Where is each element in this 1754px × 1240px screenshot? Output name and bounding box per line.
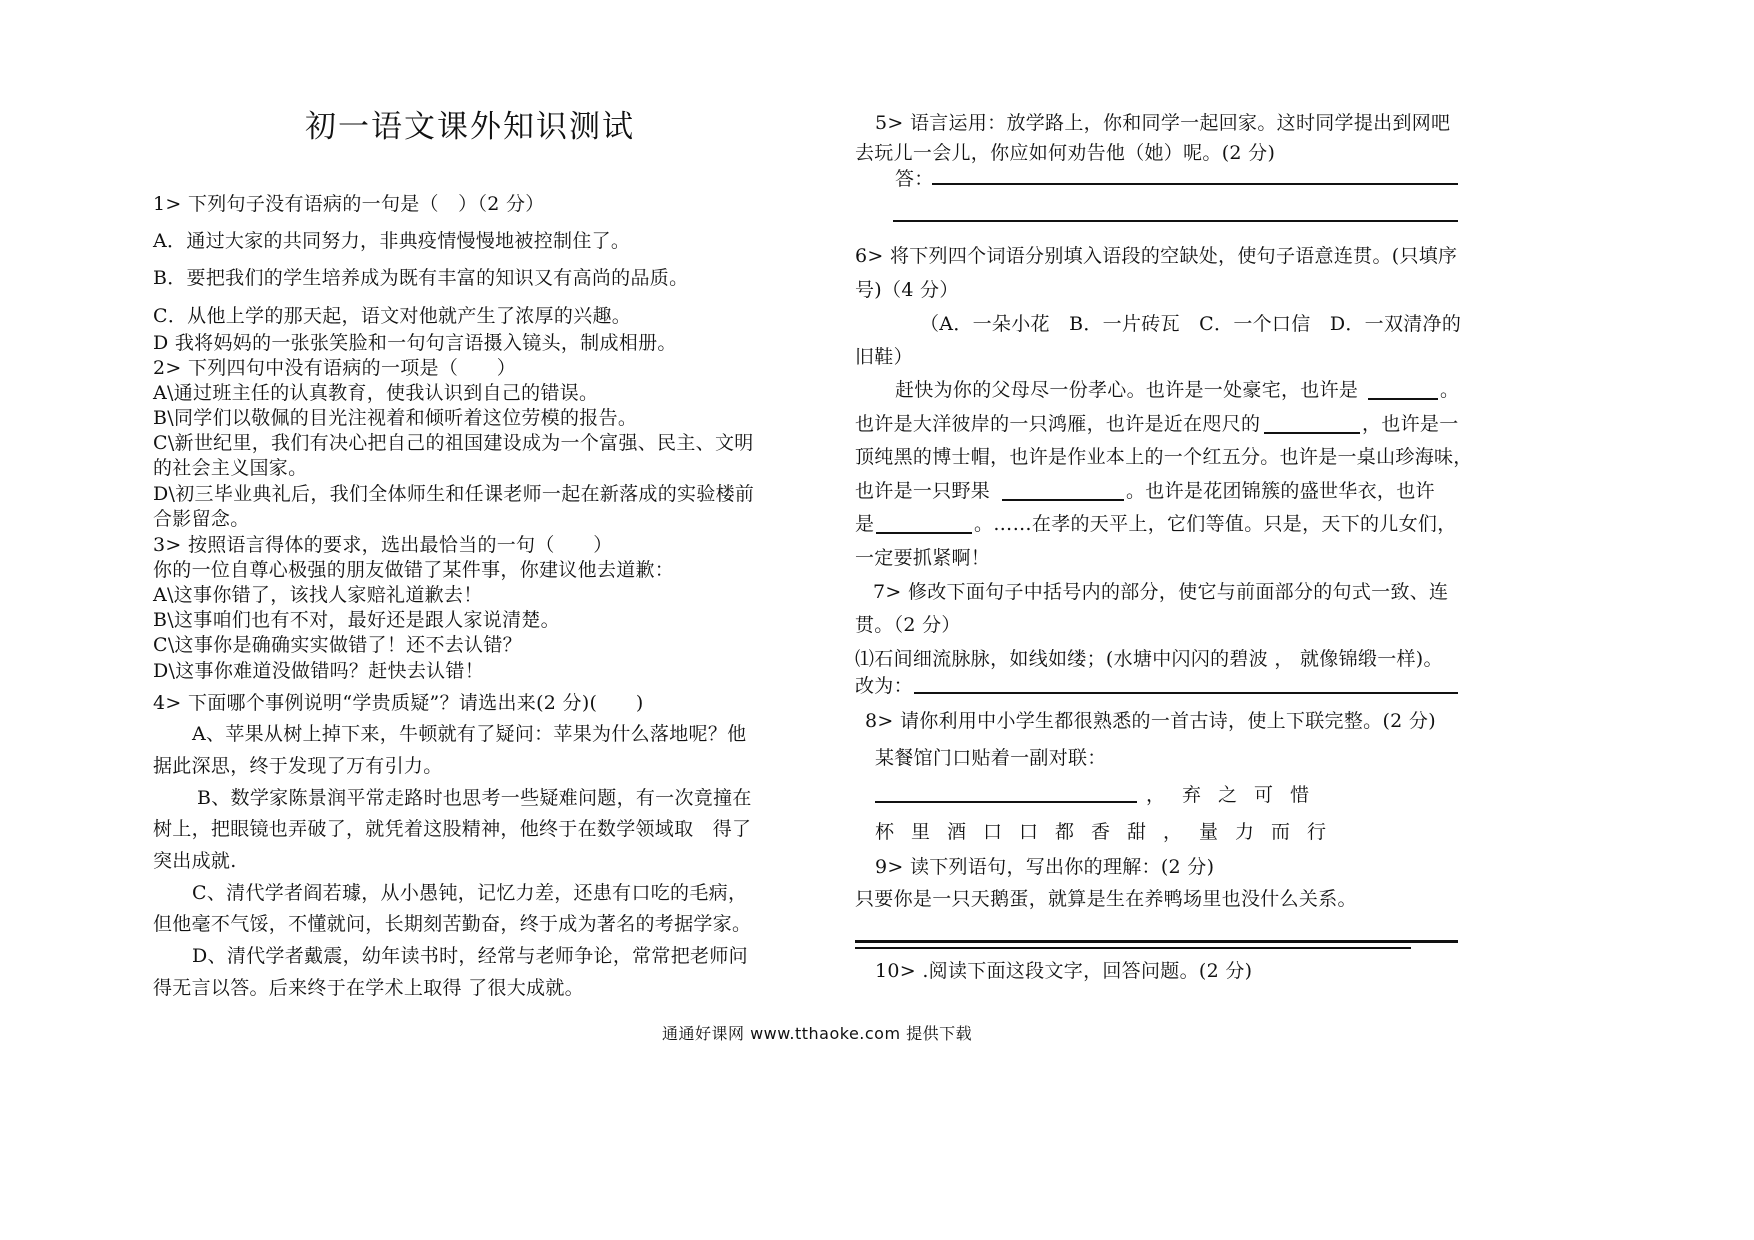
q6-para-line4-end: 。也许是花团锦簇的盛世华衣，也许 <box>1126 480 1435 502</box>
q3-option-c: C\这事你是确确实实做错了！还不去认错？ <box>153 634 522 656</box>
q4-option-c-line2: 但他毫不气馁，不懂就问，长期刻苦勤奋，终于成为著名的考据学家。 <box>153 913 752 935</box>
q4-option-d-line2: 得无言以答。后来终于在学术上取得 了很大成就。 <box>153 977 584 999</box>
q6-para-line1: 赶快为你的父母尽一份孝心。也许是一处豪宅，也许是 <box>895 379 1359 401</box>
q2-option-b: B\同学们以敬佩的目光注视着和倾听着这位劳模的报告。 <box>153 407 638 429</box>
q6-para-line4: 也许是一只野果 <box>855 480 991 502</box>
q8-lower-couplet: 杯里酒口口都香甜，量力而行 <box>875 821 1344 843</box>
q6-options: （A．一朵小花 B．一片砖瓦 C．一个口信 D．一双清净的 <box>920 313 1462 335</box>
q10-stem: 10> .阅读下面这段文字，回答问题。(2 分) <box>875 960 1253 982</box>
q5-answer-label: 答： <box>895 168 934 190</box>
q1-stem: 1> 下列句子没有语病的一句是（ ）（2 分） <box>153 193 545 215</box>
q3-stem: 3> 按照语言得体的要求，选出最恰当的一句（ ） <box>153 534 613 556</box>
q3-context: 你的一位自尊心极强的朋友做错了某件事，你建议他去道歉： <box>153 559 675 581</box>
q6-line1: 6> 将下列四个词语分别填入语段的空缺处，使句子语意连贯。(只填序 <box>855 245 1458 267</box>
footer-credit: 通通好课网 www.tthaoke.com 提供下载 <box>662 1024 973 1043</box>
q5-answer-line-1[interactable] <box>932 183 1458 185</box>
q8-upper-blank[interactable] <box>875 801 1137 803</box>
q2-option-a: A\通过班主任的认真教育，使我认识到自己的错误。 <box>153 382 599 404</box>
q4-option-b-line2: 树上，把眼镜也弄破了，就凭着这股精神，他终于在数学领域取 得了 <box>153 818 752 840</box>
q7-sentence: ⑴石间细流脉脉，如线如缕；(水塘中闪闪的碧波 ， 就像锦缎一样)。 <box>855 648 1443 670</box>
q6-blank-4[interactable] <box>876 532 972 534</box>
q7-answer-label: 改为： <box>855 675 913 697</box>
q1-option-c: C．从他上学的那天起，语文对他就产生了浓厚的兴趣。 <box>153 305 632 327</box>
q4-option-a-line1: A、苹果从树上掉下来，牛顿就有了疑问：苹果为什么落地呢？他 <box>192 723 747 745</box>
q8-stem: 8> 请你利用中小学生都很熟悉的一首古诗，使上下联完整。(2 分) <box>865 710 1436 732</box>
q6-blank-3[interactable] <box>1002 499 1124 501</box>
q2-option-c-line1: C\新世纪里，我们有决心把自己的祖国建设成为一个富强、民主、文明 <box>153 432 754 454</box>
q7-answer-line[interactable] <box>914 692 1458 694</box>
q1-option-b: B．要把我们的学生培养成为既有丰富的知识又有高尚的品质。 <box>153 267 689 289</box>
q1-option-a: A．通过大家的共同努力，非典疫情慢慢地被控制住了。 <box>153 230 631 252</box>
q9-answer-rule-2 <box>855 947 1411 949</box>
q2-option-c-line2: 的社会主义国家。 <box>153 457 308 479</box>
q6-para-line6: 一定要抓紧啊！ <box>855 547 991 569</box>
q6-para-line3: 顶纯黑的博士帽，也许是作业本上的一个红五分。也许是一桌山珍海味， <box>855 446 1473 468</box>
q6-para-line2-end: ，也许是一 <box>1362 413 1459 435</box>
q2-option-d-line2: 合影留念。 <box>153 508 250 530</box>
q6-blank-1[interactable] <box>1368 398 1438 400</box>
q3-option-d: D\这事你难道没做错吗？赶快去认错！ <box>153 660 485 682</box>
q4-option-b-line1: B、数学家陈景润平常走路时也思考一些疑难问题，有一次竟撞在 <box>197 787 752 809</box>
q8-upper-couplet: ，弃之可惜 <box>1146 784 1327 806</box>
q8-context: 某餐馆门口贴着一副对联： <box>875 747 1107 769</box>
q5-line1: 5> 语言运用：放学路上，你和同学一起回家。这时同学提出到网吧 <box>875 112 1451 134</box>
q3-option-b: B\这事咱们也有不对，最好还是跟人家说清楚。 <box>153 609 560 631</box>
q4-option-a-line2: 据此深思，终于发现了万有引力。 <box>153 755 443 777</box>
q9-quote: 只要你是一只天鹅蛋，就算是生在养鸭场里也没什么关系。 <box>855 888 1357 910</box>
q6-blank-2[interactable] <box>1264 432 1360 434</box>
q3-option-a: A\这事你错了，该找人家赔礼道歉去！ <box>153 584 483 606</box>
q6-para-line2: 也许是大洋彼岸的一只鸿雁，也许是近在咫尺的 <box>855 413 1261 435</box>
q4-option-b-line3: 突出成就. <box>153 850 237 872</box>
q1-option-d: D 我将妈妈的一张张笑脸和一句句言语摄入镜头，制成相册。 <box>153 332 677 354</box>
q2-option-d-line1: D\初三毕业典礼后，我们全体师生和任课老师一起在新落成的实验楼前 <box>153 483 755 505</box>
q9-stem: 9> 读下列语句，写出你的理解：(2 分) <box>875 856 1215 878</box>
q6-para-line5-end: 。……在孝的天平上，它们等值。只是，天下的儿女们， <box>974 513 1457 535</box>
q9-answer-rule <box>855 940 1458 943</box>
q4-option-c-line1: C、清代学者阎若璩，从小愚钝，记忆力差，还患有口吃的毛病， <box>192 882 748 904</box>
q2-stem: 2> 下列四句中没有语病的一项是（ ） <box>153 357 517 379</box>
q6-options-cont: 旧鞋） <box>855 346 913 368</box>
q7-line1: 7> 修改下面句子中括号内的部分，使它与前面部分的句式一致、连 <box>873 581 1449 603</box>
page-title: 初一语文课外知识测试 <box>305 109 635 145</box>
q6-para-line5: 是 <box>855 513 875 535</box>
q6-para-line1-end: 。 <box>1440 379 1460 401</box>
q4-option-d-line1: D、清代学者戴震，幼年读书时，经常与老师争论，常常把老师问 <box>192 945 748 967</box>
q4-stem: 4> 下面哪个事例说明“学贵质疑”？请选出来(2 分)( ) <box>153 692 644 714</box>
q5-answer-line-2[interactable] <box>893 220 1458 222</box>
q6-line2: 号)（4 分） <box>855 279 959 301</box>
q5-line2: 去玩儿一会儿，你应如何劝告他（她）呢。(2 分) <box>855 142 1276 164</box>
q7-line2: 贯。（2 分） <box>855 614 961 636</box>
